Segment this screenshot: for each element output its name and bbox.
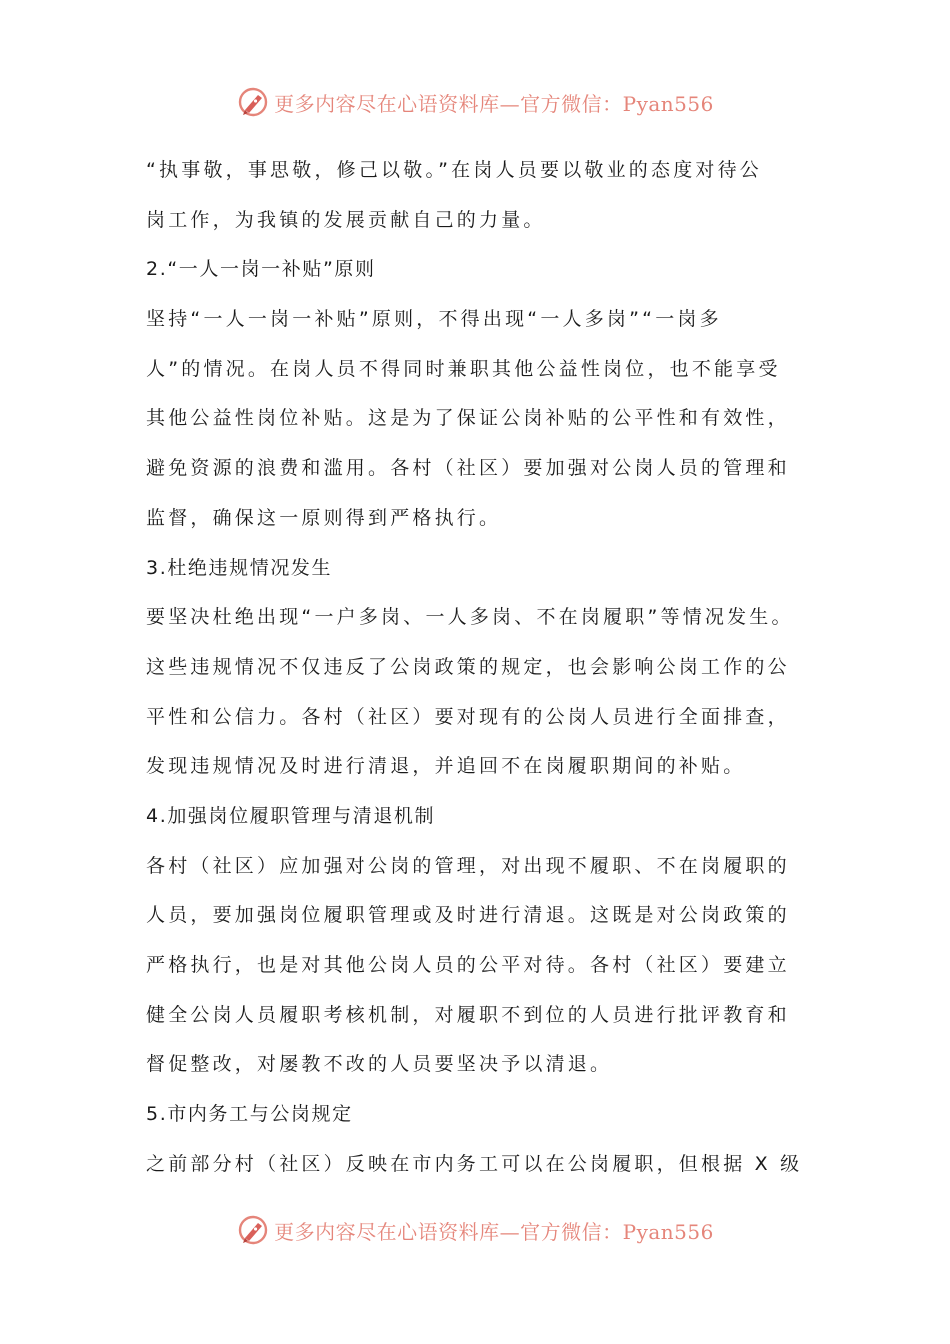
paragraph-line: 健全公岗人员履职考核机制，对履职不到位的人员进行批评教育和	[146, 1003, 790, 1026]
pen-nib-circle-icon	[236, 1213, 270, 1247]
paragraph-line: 发现违规情况及时进行清退，并追回不在岗履职期间的补贴。	[146, 755, 746, 778]
footer-watermark-banner	[0, 1208, 950, 1252]
section-heading: 2.“一人一岗一补贴”原则	[146, 258, 376, 281]
paragraph-line: 岗工作，为我镇的发展贡献自己的力量。	[146, 208, 546, 231]
paragraph-line: 各村（社区）应加强对公岗的管理，对出现不履职、不在岗履职的	[146, 854, 790, 877]
pen-nib-circle-icon	[236, 85, 270, 119]
footer-watermark-text: 更多内容尽在心语资料库—官方微信：Pyan556	[274, 1219, 714, 1244]
paragraph-line: 严格执行，也是对其他公岗人员的公平对待。各村（社区）要建立	[146, 954, 790, 976]
paragraph-line: 平性和公信力。各村（社区）要对现有的公岗人员进行全面排查，	[146, 705, 790, 728]
header-watermark-banner	[0, 80, 950, 124]
paragraph-line: 其他公益性岗位补贴。这是为了保证公岗补贴的公平性和有效性，	[146, 407, 790, 430]
paragraph-line: 要坚决杜绝出现“一户多岗、一人多岗、不在岗履职”等情况发生。	[146, 606, 794, 629]
section-heading: 5.市内务工与公岗规定	[146, 1103, 353, 1126]
section-heading: 3.杜绝违规情况发生	[146, 556, 333, 579]
paragraph-line: 人员，要加强岗位履职管理或及时进行清退。这既是对公岗政策的	[146, 904, 790, 927]
paragraph-line: 督促整改，对屡教不改的人员要坚决予以清退。	[146, 1053, 613, 1076]
paragraph-line: “执事敬，事思敬，修己以敬。”在岗人员要以敬业的态度对待公	[146, 159, 762, 181]
paragraph-line: 监督，确保这一原则得到严格执行。	[146, 506, 502, 529]
document-body	[146, 146, 826, 1189]
paragraph-line: 之前部分村（社区）反映在市内务工可以在公岗履职，但根据 X 级	[146, 1152, 803, 1175]
header-watermark-text: 更多内容尽在心语资料库—官方微信：Pyan556	[274, 91, 714, 116]
section-heading: 4.加强岗位履职管理与清退机制	[146, 804, 436, 827]
paragraph-line: 这些违规情况不仅违反了公岗政策的规定，也会影响公岗工作的公	[146, 655, 790, 678]
paragraph-line: 人”的情况。在岗人员不得同时兼职其他公益性岗位，也不能享受	[146, 357, 781, 380]
paragraph-line: 避免资源的浪费和滥用。各村（社区）要加强对公岗人员的管理和	[146, 457, 790, 480]
paragraph-line: 坚持“一人一岗一补贴”原则，不得出现“一人多岗”“一岗多	[146, 308, 722, 331]
